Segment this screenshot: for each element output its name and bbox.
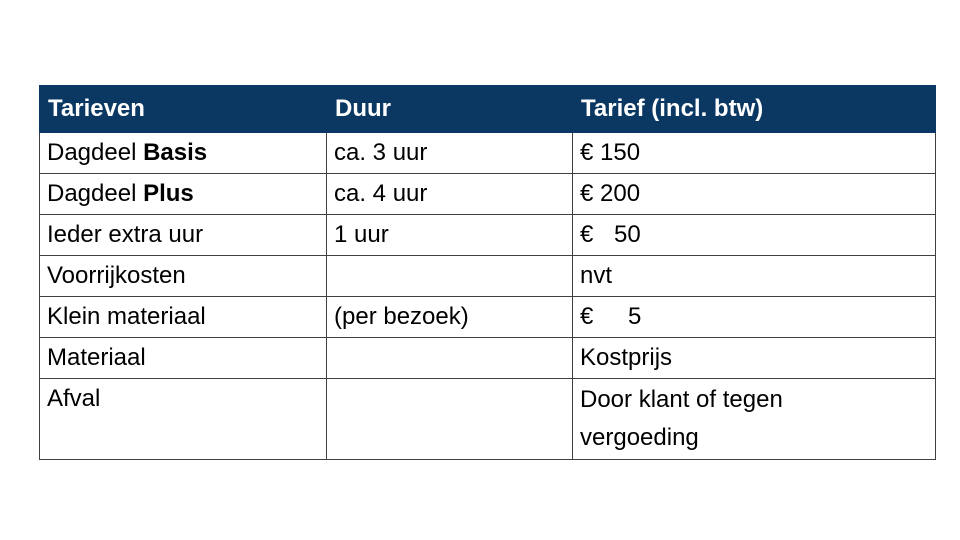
cell-duration: 1 uur [327,215,573,256]
cell-duration [327,256,573,297]
cell-item [40,133,327,174]
item-bold: Plus [143,180,194,207]
price-value: 200 [600,180,641,207]
price-value: 5 [628,303,642,330]
cell-duration: ca. 3 uur [327,133,573,174]
header-tarieven: Tarieven [40,86,327,133]
euro-symbol: € [580,180,594,207]
header-duur: Duur [327,86,573,133]
cell-duration: (per bezoek) [327,297,573,338]
cell-duration [327,379,573,460]
tariff-line-1: Door klant of tegen [580,386,783,413]
item-prefix: Dagdeel [47,180,144,207]
tariff-table [39,85,936,460]
table-row [40,256,936,297]
cell-item: Ieder extra uur [40,215,327,256]
cell-duration: ca. 4 uur [327,174,573,215]
cell-tariff [573,215,936,256]
table-row [40,379,936,460]
cell-tariff: nvt [573,256,936,297]
table-row [40,133,936,174]
table-row [40,215,936,256]
cell-item: Voorrijkosten [40,256,327,297]
cell-item: Afval [40,379,327,460]
price-value: 50 [614,221,641,248]
table-row [40,297,936,338]
cell-tariff [573,174,936,215]
euro-symbol: € [580,221,594,248]
cell-item [40,174,327,215]
cell-duration [327,338,573,379]
item-bold: Basis [143,139,208,166]
cell-tariff [573,379,936,460]
table-row [40,338,936,379]
table-row [40,174,936,215]
item-prefix: Dagdeel [47,139,144,166]
euro-symbol: € [580,303,594,330]
table-header-row [40,86,936,133]
tariff-line-2: vergoeding [580,424,699,451]
cell-tariff [573,297,936,338]
cell-tariff [573,133,936,174]
cell-item: Materiaal [40,338,327,379]
euro-symbol: € [580,139,594,166]
cell-tariff: Kostprijs [573,338,936,379]
cell-item: Klein materiaal [40,297,327,338]
price-value: 150 [600,139,641,166]
header-tarief: Tarief (incl. btw) [573,86,936,133]
